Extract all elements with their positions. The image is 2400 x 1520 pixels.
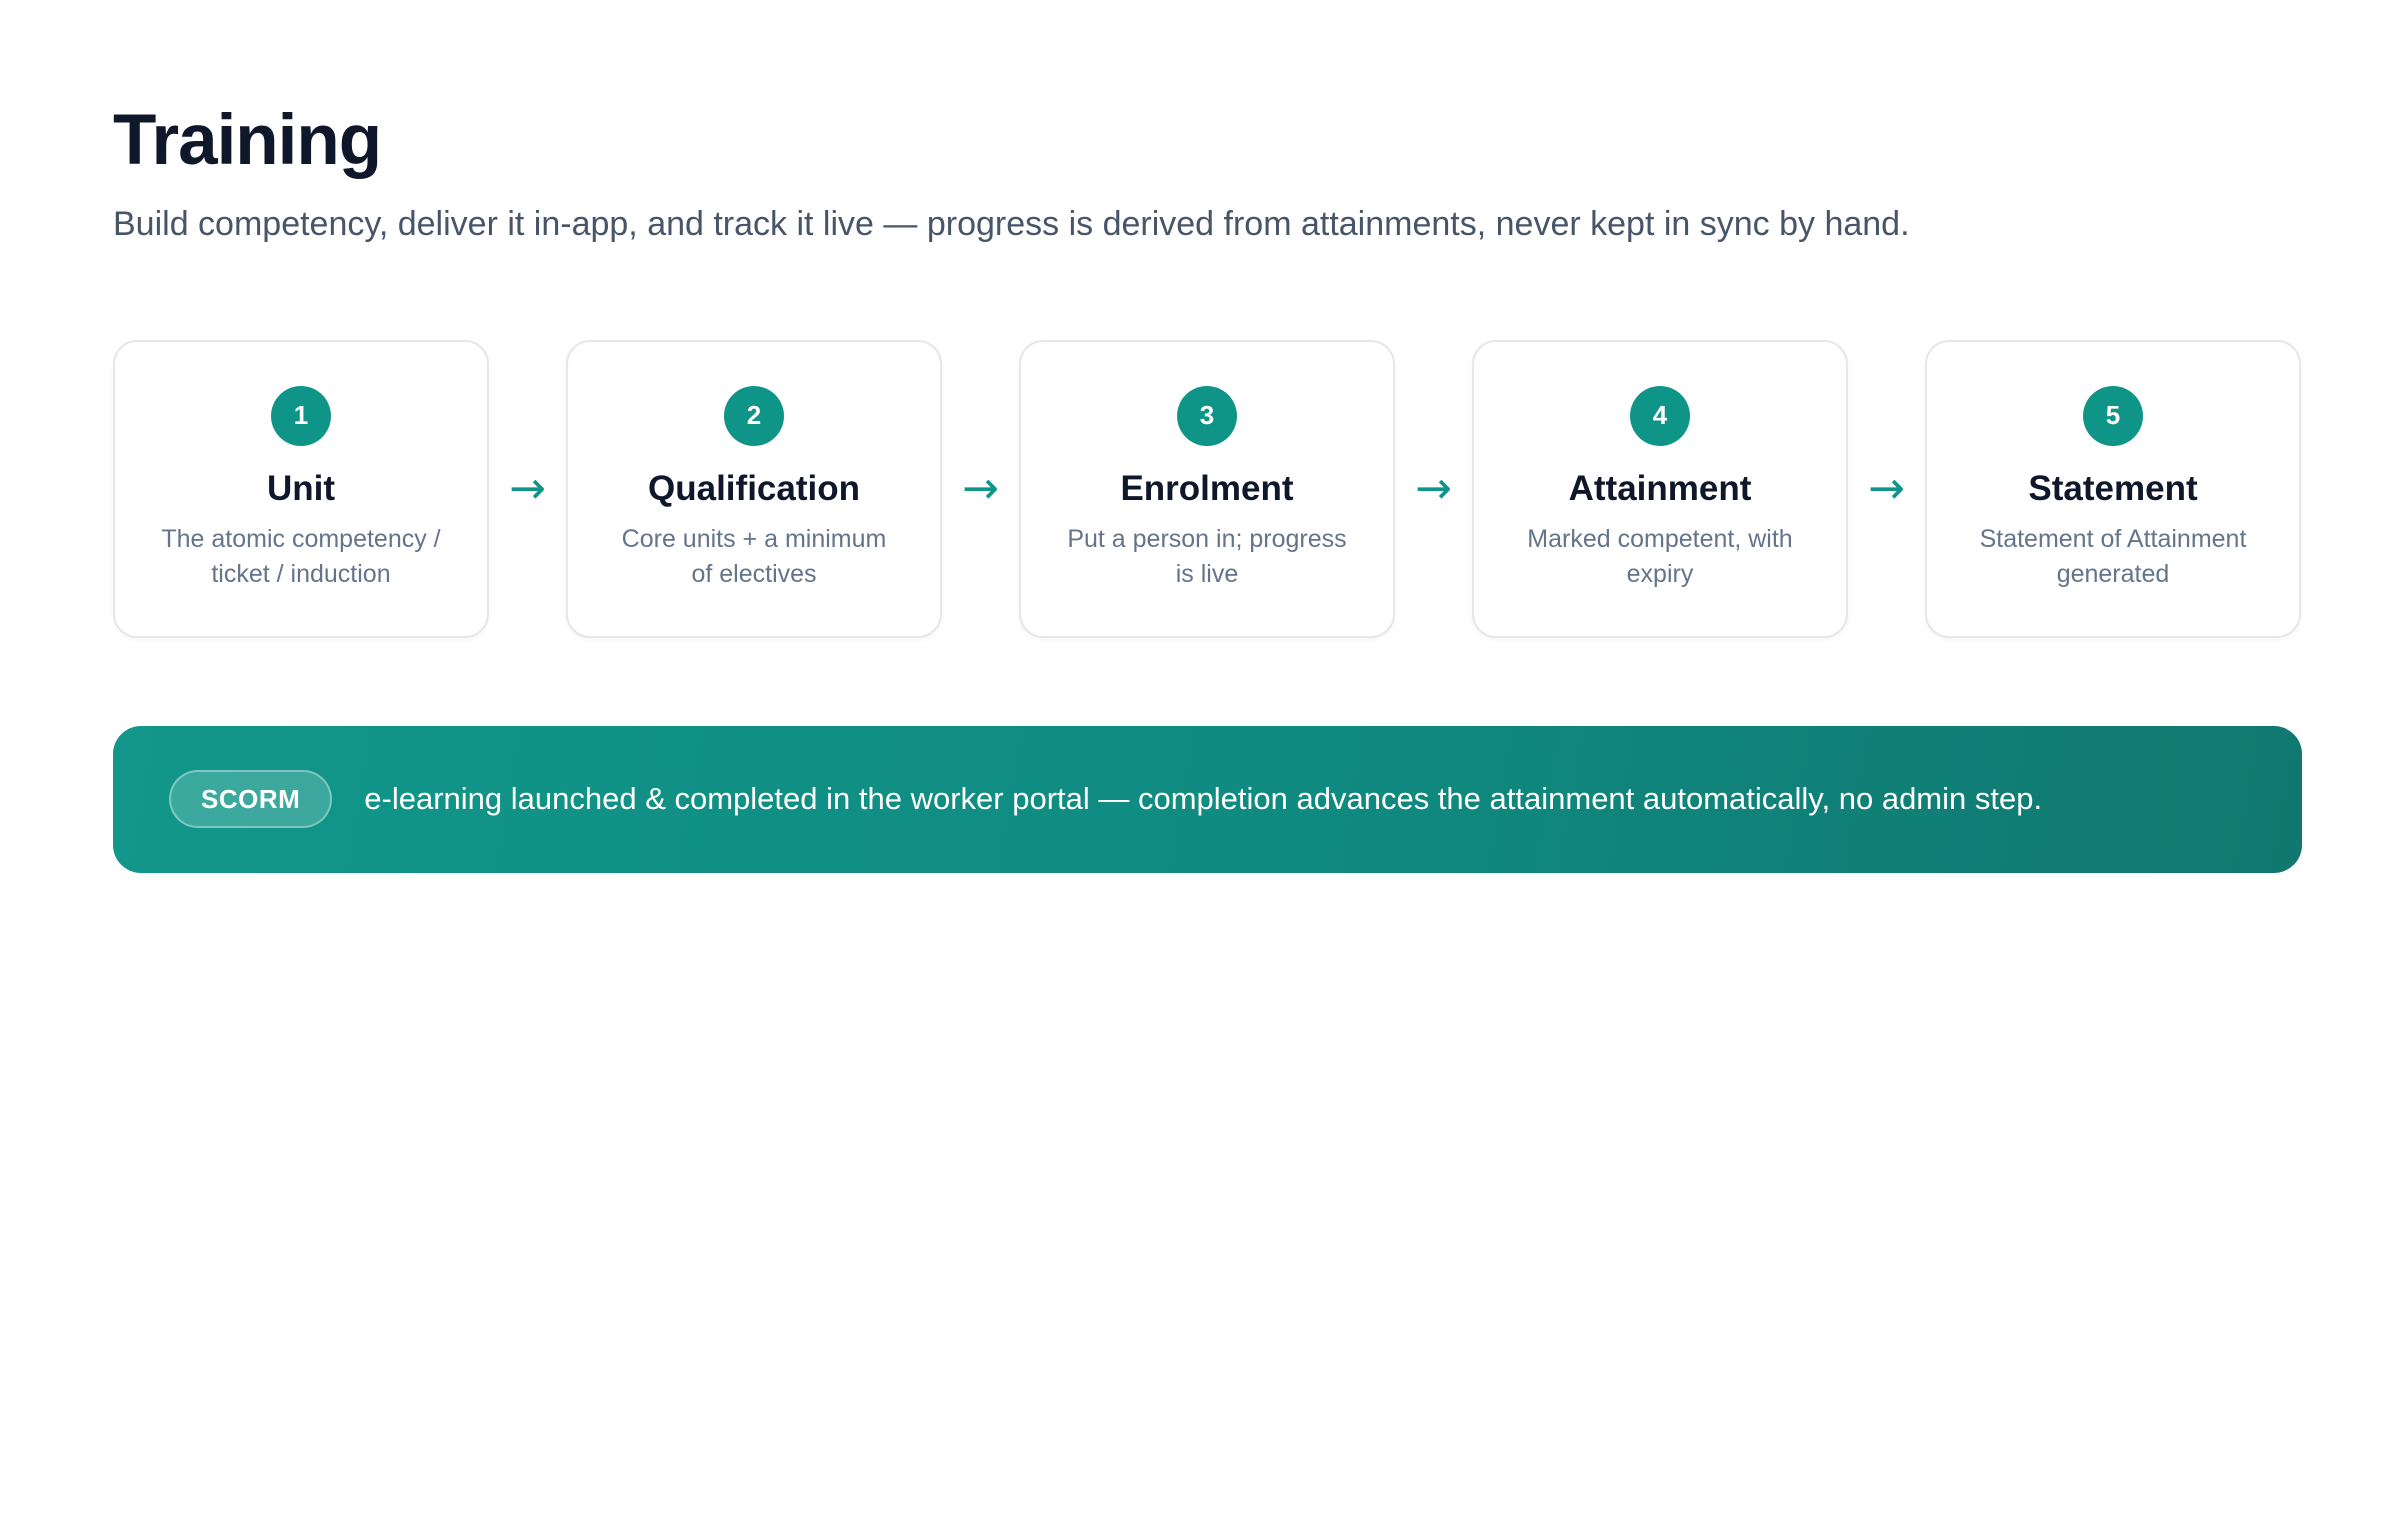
page-subtitle: Build competency, deliver it in-app, and track it live — progress is derived from attainments, never kept in sync by hand. (113, 204, 1910, 243)
arrow-right-icon: → (1868, 462, 1905, 514)
arrow-right-icon: → (962, 462, 999, 514)
step-card-attainment (1472, 340, 1848, 638)
step-description: Put a person in; progress is live (1067, 524, 1347, 588)
step-title: Qualification (648, 468, 860, 508)
training-flow (113, 340, 2302, 638)
step-description: Core units + a minimum of electives (621, 524, 887, 588)
scorm-banner (113, 726, 2302, 873)
step-description: Marked competent, with expiry (1527, 524, 1793, 588)
step-title: Unit (266, 468, 336, 508)
step-number-badge: 1 (271, 386, 331, 446)
step-title: Statement (2028, 468, 2198, 508)
step-title: Attainment (1568, 468, 1752, 508)
arrow-right-icon: → (1415, 462, 1452, 514)
step-card-qualification (566, 340, 942, 638)
step-title: Enrolment (1120, 468, 1294, 508)
scorm-badge: SCORM (169, 770, 332, 828)
step-number-badge: 3 (1177, 386, 1237, 446)
step-description: The atomic competency / ticket / induction (161, 524, 441, 588)
step-number-badge: 4 (1630, 386, 1690, 446)
step-card-statement (1925, 340, 2301, 638)
step-card-enrolment (1019, 340, 1395, 638)
scorm-banner-text: e-learning launched & completed in the worker portal — completion advances the attainment automatically, no admin step. (364, 781, 2043, 817)
step-description: Statement of Attainment generated (1979, 524, 2247, 588)
page-title: Training (113, 101, 382, 180)
step-number-badge: 5 (2083, 386, 2143, 446)
step-number-badge: 2 (724, 386, 784, 446)
step-card-unit (113, 340, 489, 638)
arrow-right-icon: → (509, 462, 546, 514)
